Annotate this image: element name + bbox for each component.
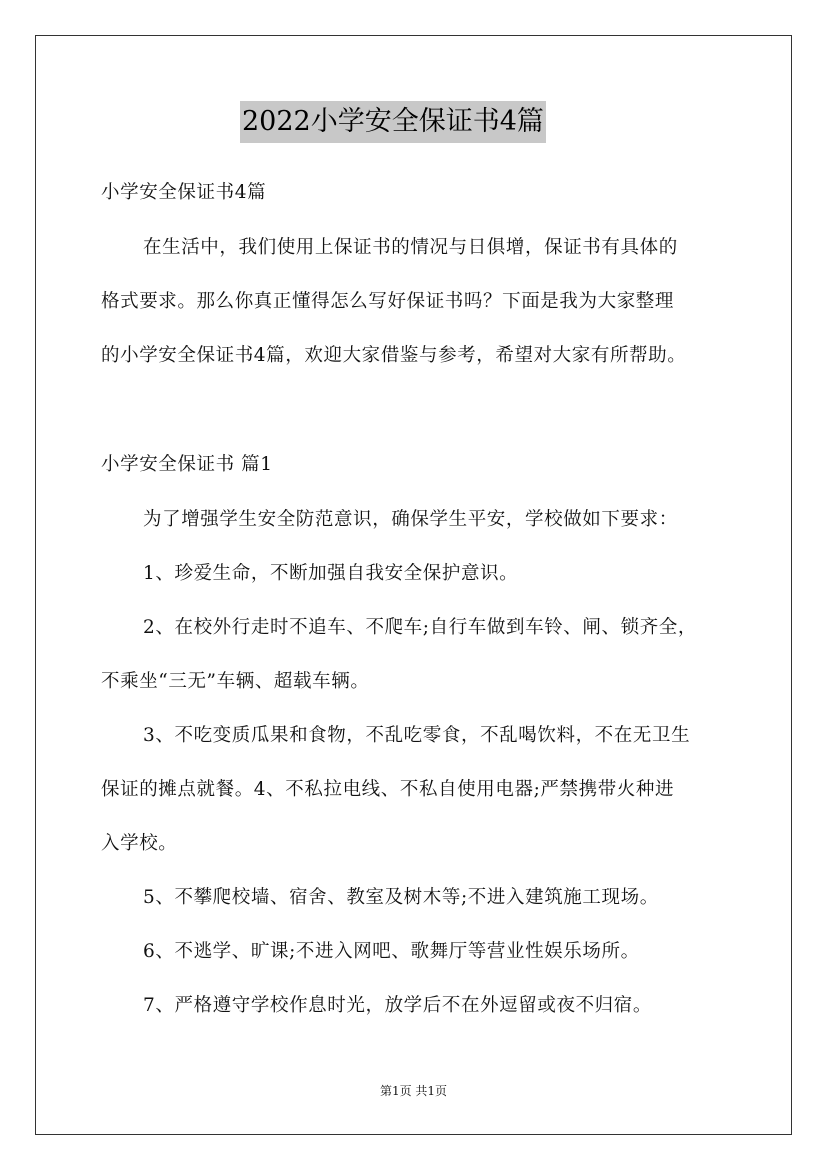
document-title: 2022小学安全保证书4篇 <box>240 101 546 143</box>
body-line: 为了增强学生安全防范意识，确保学生平安，学校做如下要求： <box>143 509 678 530</box>
body-line: 保证的摊点就餐。4、不私拉电线、不私自使用电器;严禁携带火种进 <box>101 779 675 800</box>
body-line: 3、不吃变质瓜果和食物，不乱吃零食，不乱喝饮料，不在无卫生 <box>143 725 691 746</box>
document-subtitle: 小学安全保证书4篇 <box>101 182 267 203</box>
intro-line-1: 在生活中，我们使用上保证书的情况与日俱增，保证书有具体的 <box>143 237 678 258</box>
body-line: 2、在校外行走时不追车、不爬车;自行车做到车铃、闸、锁齐全， <box>143 617 698 638</box>
body-line: 不乘坐“三无”车辆、超载车辆。 <box>101 671 370 692</box>
body-line: 入学校。 <box>101 833 178 854</box>
body-line: 6、不逃学、旷课;不进入网吧、歌舞厅等营业性娱乐场所。 <box>143 941 640 962</box>
body-line: 5、不攀爬校墙、宿舍、教室及树木等;不进入建筑施工现场。 <box>143 887 659 908</box>
body-line: 7、严格遵守学校作息时光，放学后不在外逗留或夜不归宿。 <box>143 995 652 1016</box>
intro-line-3: 的小学安全保证书4篇，欢迎大家借鉴与参考，希望对大家有所帮助。 <box>101 345 687 366</box>
page-number-footer: 第1页 共1页 <box>379 1084 448 1098</box>
intro-line-2: 格式要求。那么你真正懂得怎么写好保证书吗？下面是我为大家整理 <box>101 291 675 312</box>
section-heading: 小学安全保证书 篇1 <box>101 454 273 475</box>
body-line: 1、珍爱生命，不断加强自我安全保护意识。 <box>143 563 519 584</box>
